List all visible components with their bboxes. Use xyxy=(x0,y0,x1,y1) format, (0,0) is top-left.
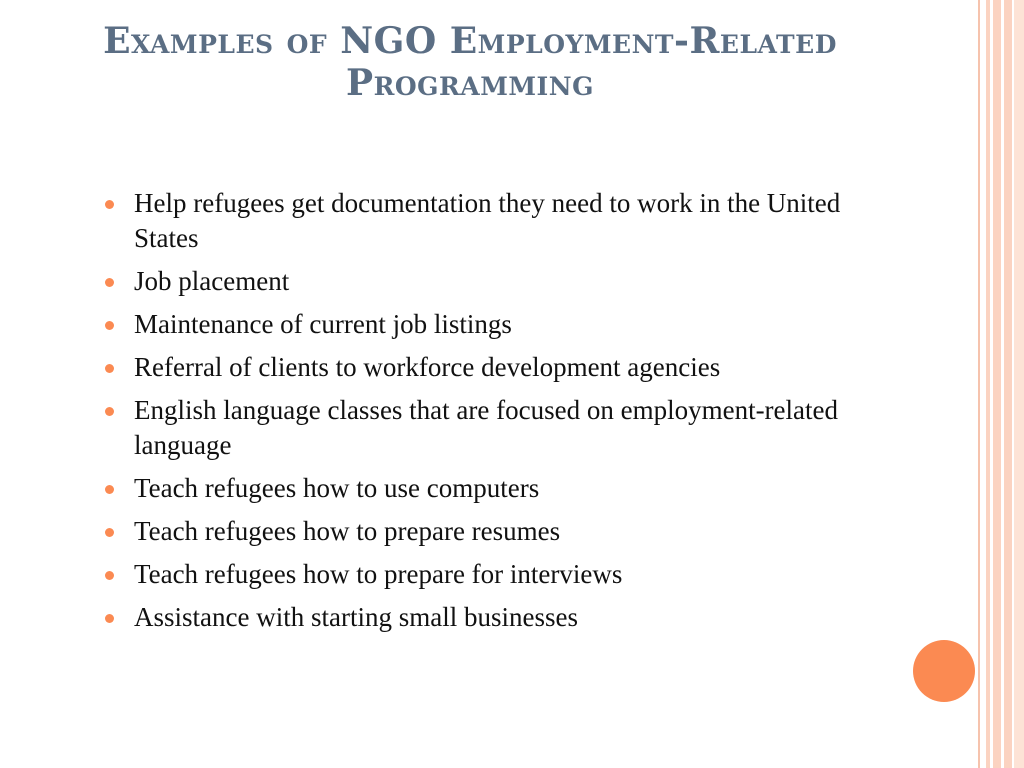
bullet-dot-icon xyxy=(105,571,114,580)
bullet-dot-icon xyxy=(105,614,114,623)
bullet-dot-icon xyxy=(105,200,114,209)
list-item-text: Teach refugees how to prepare for interviews xyxy=(134,559,623,589)
slide-title: Examples of NGO Employment-Related Programming xyxy=(103,20,837,104)
decorative-stripe xyxy=(978,0,980,768)
decorative-stripe-outer xyxy=(1014,0,1024,768)
list-item xyxy=(105,514,875,549)
list-item-text: Assistance with starting small businesses xyxy=(134,602,578,632)
list-item xyxy=(105,471,875,506)
list-item-text: Teach refugees how to prepare resumes xyxy=(134,516,561,546)
bullet-dot-icon xyxy=(105,485,114,494)
list-item-text: Maintenance of current job listings xyxy=(134,309,512,339)
bullet-dot-icon xyxy=(105,278,114,287)
list-item-text: Help refugees get documentation they need to work in the United States xyxy=(134,188,841,253)
list-item xyxy=(105,557,875,592)
list-item xyxy=(105,600,875,635)
list-item xyxy=(105,264,875,299)
bullet-list xyxy=(105,186,875,643)
bullet-dot-icon xyxy=(105,321,114,330)
bullet-dot-icon xyxy=(105,364,114,373)
bullet-dot-icon xyxy=(105,528,114,537)
decorative-circle-icon xyxy=(913,640,975,702)
list-item-text: English language classes that are focused on employment-related language xyxy=(134,395,839,460)
decorative-stripe-gap xyxy=(1001,0,1004,768)
list-item-text: Job placement xyxy=(134,266,290,296)
list-item xyxy=(105,186,875,256)
bullet-dot-icon xyxy=(105,407,114,416)
list-item-text: Referral of clients to workforce development agencies xyxy=(134,352,721,382)
list-item xyxy=(105,393,875,463)
decorative-stripe-gap xyxy=(990,0,993,768)
list-item xyxy=(105,307,875,342)
list-item xyxy=(105,350,875,385)
list-item-text: Teach refugees how to use computers xyxy=(134,473,540,503)
